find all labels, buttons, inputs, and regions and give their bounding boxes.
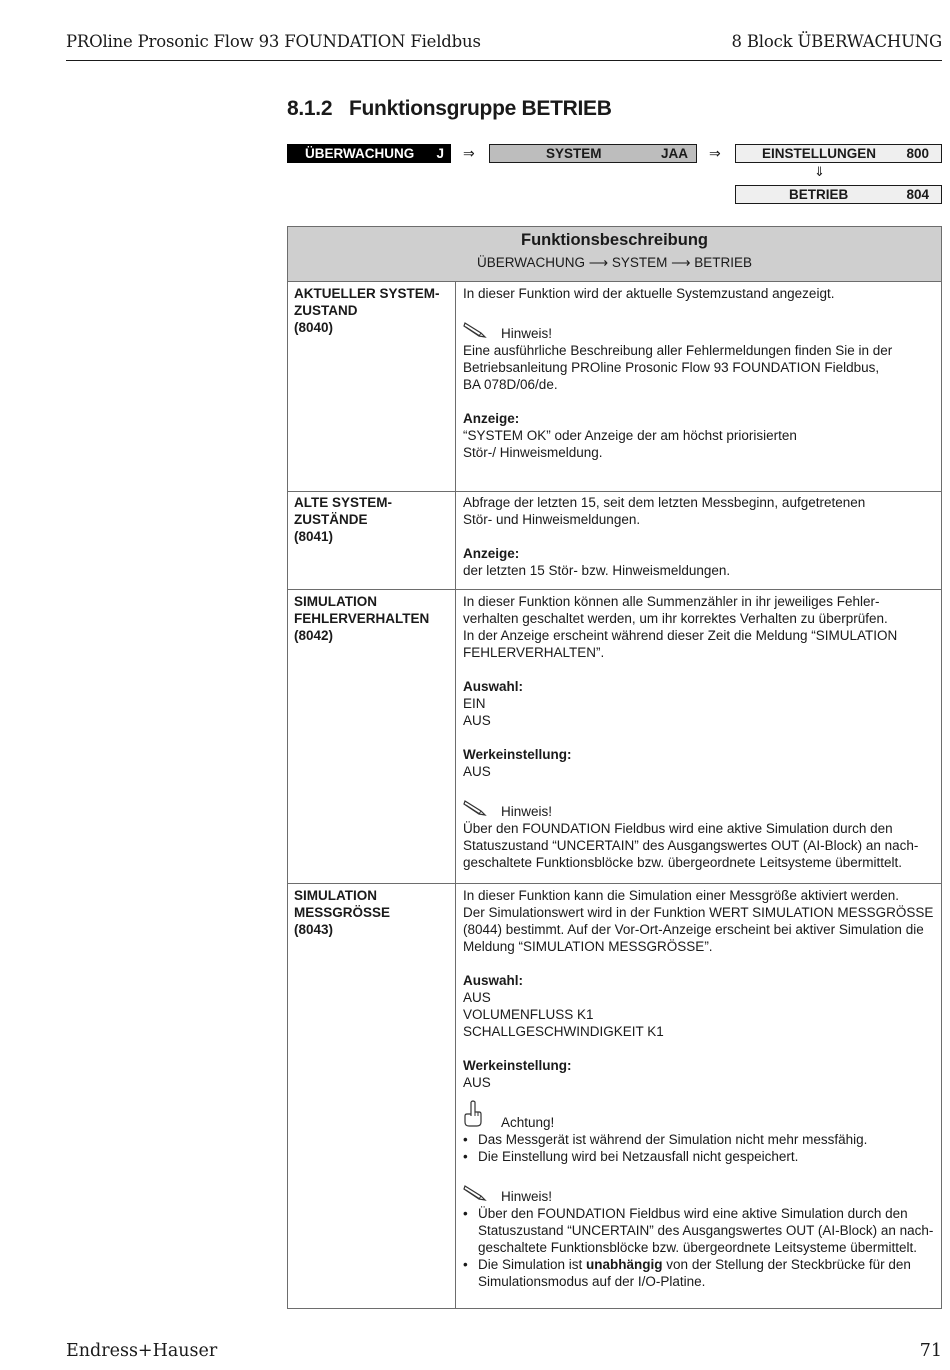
caution-item: • Die Einstellung wird bei Netzausfall nicht gespeichert. — [463, 1148, 939, 1165]
function-code: (8040) — [294, 320, 334, 335]
function-name-line: SIMULATION — [294, 594, 377, 609]
table-row-name — [294, 494, 450, 545]
note-label: Hinweis! — [501, 804, 553, 819]
description-text: Der Simulationswert wird in der Funktion WERT SIMULATION MESSGRÖSSE — [463, 905, 934, 920]
selection-option: SCHALLGESCHWINDIGKEIT K1 — [463, 1024, 664, 1039]
note-text: Über den FOUNDATION Fieldbus wird eine aktive Simulation durch den — [478, 1206, 908, 1221]
nav-sub-group-box — [735, 185, 942, 204]
nav-group-label: SYSTEM — [546, 146, 602, 161]
selection-label: Auswahl: — [463, 973, 524, 988]
arrow-right-icon: ⇒ — [709, 145, 721, 161]
note-item — [463, 1205, 939, 1222]
nav-block-label: ÜBERWACHUNG — [305, 146, 415, 161]
caution-item: • Das Messgerät ist während der Simulation nicht mehr messfähig. — [463, 1131, 939, 1148]
note-text: geschaltete Funktionsblöcke bzw. übergeordnete Leitsysteme übermittelt. — [478, 1240, 917, 1255]
note-text: BA 078D/06/de. — [463, 377, 558, 392]
selection-label: Auswahl: — [463, 679, 524, 694]
function-table — [287, 226, 942, 1309]
default-value: AUS — [463, 764, 491, 779]
table-row-description — [463, 887, 939, 1290]
note-text: Über den FOUNDATION Fieldbus wird eine aktive Simulation durch den — [463, 821, 893, 836]
nav-sub-group-code: 804 — [906, 187, 929, 202]
selection-option: AUS — [463, 713, 491, 728]
function-name-line: AKTUELLER SYSTEM- — [294, 286, 440, 301]
note-text: Eine ausführliche Beschreibung aller Fehlermeldungen finden Sie in der — [463, 343, 893, 358]
note-text: Statuszustand “UNCERTAIN” des Ausgangswertes OUT (AI-Block) an nach- — [463, 838, 919, 853]
note-text: Statuszustand “UNCERTAIN” des Ausgangswertes OUT (AI-Block) an nach- — [478, 1223, 934, 1238]
function-name-line: FEHLERVERHALTEN — [294, 611, 430, 626]
table-row-name — [294, 887, 450, 938]
note-item — [463, 1256, 939, 1273]
default-label: Werkeinstellung: — [463, 1058, 572, 1073]
pencil-note-icon — [463, 1182, 493, 1204]
arrow-right-icon: ⇒ — [463, 145, 475, 161]
display-label: Anzeige: — [463, 411, 520, 426]
pointing-hand-icon — [463, 1100, 493, 1128]
display-text: “SYSTEM OK” oder Anzeige der am höchst priorisierten — [463, 428, 797, 443]
note-emphasis: unabhängig — [586, 1257, 663, 1272]
function-name-line: ZUSTAND — [294, 303, 358, 318]
nav-function-group-label: EINSTELLUNGEN — [762, 146, 877, 161]
note-header — [463, 325, 939, 342]
column-divider — [455, 282, 456, 1308]
note-text: Die Simulation ist — [478, 1257, 587, 1272]
note-text: geschaltete Funktionsblöcke bzw. übergeordnete Leitsysteme übermittelt. — [463, 855, 902, 870]
nav-group-code: JAA — [660, 146, 688, 161]
function-code: (8041) — [294, 529, 334, 544]
caution-header — [463, 1114, 939, 1131]
nav-sub-group-label: BETRIEB — [789, 187, 849, 202]
nav-block-box — [287, 144, 451, 163]
caution-label: Achtung! — [501, 1115, 555, 1130]
selection-option: VOLUMENFLUSS K1 — [463, 1007, 594, 1022]
function-name-line: ZUSTÄNDE — [294, 512, 368, 527]
table-header — [288, 227, 941, 282]
description-text: (8044) bestimmt. Auf der Vor-Ort-Anzeige erscheint bei aktiver Simulation die — [463, 922, 924, 937]
note-text: Betriebsanleitung PROline Prosonic Flow 93 FOUNDATION Fieldbus, — [463, 360, 880, 375]
table-row-name — [294, 593, 450, 644]
table-row-name — [294, 285, 450, 336]
header-title: PROline Prosonic Flow 93 FOUNDATION Fieldbus — [66, 32, 481, 51]
function-name-line: MESSGRÖSSE — [294, 905, 391, 920]
display-text: Stör-/ Hinweismeldung. — [463, 445, 603, 460]
section-title — [287, 97, 612, 121]
table-row-description — [463, 593, 939, 871]
selection-option: EIN — [463, 696, 486, 711]
table-row-description — [463, 494, 939, 579]
footer-brand: Endress+Hauser — [66, 1341, 218, 1361]
header-chapter: 8 Block ÜBERWACHUNG — [731, 32, 942, 51]
pencil-note-icon — [463, 797, 493, 819]
page-header — [66, 32, 942, 61]
default-value: AUS — [463, 1075, 491, 1090]
note-label: Hinweis! — [501, 326, 553, 341]
description-text: In dieser Funktion wird der aktuelle Systemzustand angezeigt. — [463, 286, 835, 301]
nav-function-group-code: 800 — [906, 146, 929, 161]
display-text: der letzten 15 Stör- bzw. Hinweismeldungen. — [463, 563, 731, 578]
description-text: Abfrage der letzten 15, seit dem letzten Messbeginn, aufgetretenen — [463, 495, 866, 510]
table-row-description — [463, 285, 939, 461]
function-code: (8042) — [294, 628, 334, 643]
table-title: Funktionsbeschreibung — [520, 231, 708, 249]
selection-option: AUS — [463, 990, 491, 1005]
note-label: Hinweis! — [501, 1189, 553, 1204]
nav-block-code: J — [436, 146, 444, 161]
arrow-down-icon: ⇓ — [814, 164, 825, 179]
description-text: verhalten geschaltet werden, um ihr korrektes Verhalten zu überprüfen. — [463, 611, 888, 626]
row-divider — [288, 491, 941, 492]
row-divider — [288, 883, 941, 884]
section-number: 8.1.2 — [287, 97, 333, 120]
page-number: 71 — [919, 1341, 942, 1361]
note-text: von der Stellung der Steckbrücke für den — [662, 1257, 911, 1272]
function-name-line: SIMULATION — [294, 888, 377, 903]
description-text: FEHLERVERHALTEN”. — [463, 645, 605, 660]
function-name-line: ALTE SYSTEM- — [294, 495, 393, 510]
description-text: In dieser Funktion kann die Simulation einer Messgröße aktiviert werden. — [463, 888, 899, 903]
description-text: In dieser Funktion können alle Summenzähler in ihr jeweiliges Fehler- — [463, 594, 880, 609]
function-code: (8043) — [294, 922, 334, 937]
row-divider — [288, 589, 941, 590]
note-header — [463, 803, 939, 820]
pencil-note-icon — [463, 319, 493, 341]
note-header — [463, 1188, 939, 1205]
nav-group-box — [489, 144, 697, 163]
description-text: Meldung “SIMULATION MESSGRÖSSE”. — [463, 939, 713, 954]
nav-function-group-box — [735, 144, 942, 163]
note-text: Simulationsmodus auf der I/O-Platine. — [478, 1274, 706, 1289]
section-heading: Funktionsgruppe BETRIEB — [349, 97, 612, 120]
default-label: Werkeinstellung: — [463, 747, 572, 762]
display-label: Anzeige: — [463, 546, 520, 561]
table-path: ÜBERWACHUNG ⟶ SYSTEM ⟶ BETRIEB — [477, 255, 752, 270]
description-text: In der Anzeige erscheint während dieser Zeit die Meldung “SIMULATION — [463, 628, 898, 643]
description-text: Stör- und Hinweismeldungen. — [463, 512, 641, 527]
